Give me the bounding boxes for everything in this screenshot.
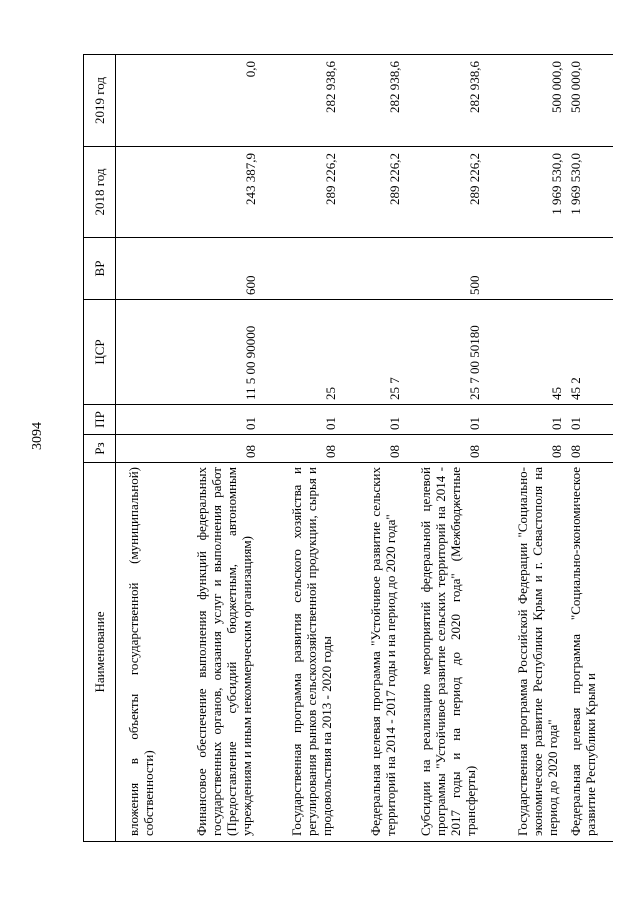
row-2019: 282 938,6 bbox=[404, 55, 484, 147]
row-csr: 25 7 00 50180 bbox=[404, 300, 484, 405]
row-csr: 25 bbox=[260, 300, 340, 405]
table-row bbox=[340, 55, 404, 842]
header-csr: ЦСР bbox=[84, 300, 116, 405]
rotated-page-content bbox=[83, 55, 613, 842]
row-vr bbox=[116, 238, 163, 300]
row-name: Субсидии на реализацию мероприятий федеральной целевой программы "Устойчивое развитие сельских территорий на 2014 - 2017 годы и на период до 2020 года" (Межбюджетные трансферты) bbox=[404, 463, 484, 842]
row-2018: 243 387,9 bbox=[162, 147, 260, 238]
table-row bbox=[116, 55, 163, 842]
row-2018: 1 969 530,0 bbox=[566, 147, 613, 238]
header-2019: 2019 год bbox=[84, 55, 116, 147]
row-2019: 282 938,6 bbox=[260, 55, 340, 147]
table-row bbox=[484, 55, 566, 842]
row-name: Государственная программа Российской Федерации "Социально-экономическое развитие Республики Крым и г. Севастополя на период до 2020 года" bbox=[484, 463, 566, 842]
table-row bbox=[404, 55, 484, 842]
header-rz: Рз bbox=[84, 435, 116, 463]
row-2018 bbox=[116, 147, 163, 238]
row-pr: 01 bbox=[484, 405, 566, 435]
budget-table bbox=[83, 54, 613, 842]
row-rz: 08 bbox=[162, 435, 260, 463]
row-vr: 500 bbox=[404, 238, 484, 300]
row-2019: 0,0 bbox=[162, 55, 260, 147]
row-pr bbox=[116, 405, 163, 435]
table-header-row bbox=[84, 55, 116, 842]
row-rz bbox=[116, 435, 163, 463]
page-number: 3094 bbox=[30, 422, 45, 450]
header-pr: ПР bbox=[84, 405, 116, 435]
row-rz: 08 bbox=[566, 435, 613, 463]
row-rz: 08 bbox=[484, 435, 566, 463]
table-row bbox=[566, 55, 613, 842]
row-csr bbox=[116, 300, 163, 405]
header-2018: 2018 год bbox=[84, 147, 116, 238]
table-row bbox=[260, 55, 340, 842]
row-2018: 1 969 530,0 bbox=[484, 147, 566, 238]
row-2019: 500 000,0 bbox=[566, 55, 613, 147]
row-2018: 289 226,2 bbox=[340, 147, 404, 238]
header-name: Наименование bbox=[84, 463, 116, 842]
row-csr: 45 2 bbox=[566, 300, 613, 405]
row-name: Федеральная целевая программа "Социально-экономическое развитие Республики Крым и bbox=[566, 463, 613, 842]
row-name: вложения в объекты государственной (муниципальной) собственности) bbox=[116, 463, 163, 842]
row-vr bbox=[566, 238, 613, 300]
row-2019: 282 938,6 bbox=[340, 55, 404, 147]
row-2019: 500 000,0 bbox=[484, 55, 566, 147]
row-2018: 289 226,2 bbox=[404, 147, 484, 238]
row-name: Финансовое обеспечение выполнения функций федеральных государственных органов, оказания услуг и выполнения работ (Предоставление субсидий бюджетным, автономным учреждениям и иным некоммерческим организациям) bbox=[162, 463, 260, 842]
row-rz: 08 bbox=[260, 435, 340, 463]
row-vr: 600 bbox=[162, 238, 260, 300]
row-vr bbox=[260, 238, 340, 300]
row-pr: 01 bbox=[260, 405, 340, 435]
row-csr: 25 7 bbox=[340, 300, 404, 405]
row-csr: 45 bbox=[484, 300, 566, 405]
row-2018: 289 226,2 bbox=[260, 147, 340, 238]
row-csr: 11 5 00 90000 bbox=[162, 300, 260, 405]
row-rz: 08 bbox=[404, 435, 484, 463]
row-pr: 01 bbox=[404, 405, 484, 435]
header-vr: ВР bbox=[84, 238, 116, 300]
row-pr: 01 bbox=[340, 405, 404, 435]
row-name: Государственная программа развития сельского хозяйства и регулирования рынков сельскохозяйственной продукции, сырья и продовольствия на 2013 - 2020 годы bbox=[260, 463, 340, 842]
row-pr: 01 bbox=[162, 405, 260, 435]
row-name: Федеральная целевая программа "Устойчивое развитие сельских территорий на 2014 - 2017 годы и на период до 2020 года" bbox=[340, 463, 404, 842]
table-row bbox=[162, 55, 260, 842]
row-vr bbox=[484, 238, 566, 300]
row-pr: 01 bbox=[566, 405, 613, 435]
row-vr bbox=[340, 238, 404, 300]
row-rz: 08 bbox=[340, 435, 404, 463]
row-2019 bbox=[116, 55, 163, 147]
